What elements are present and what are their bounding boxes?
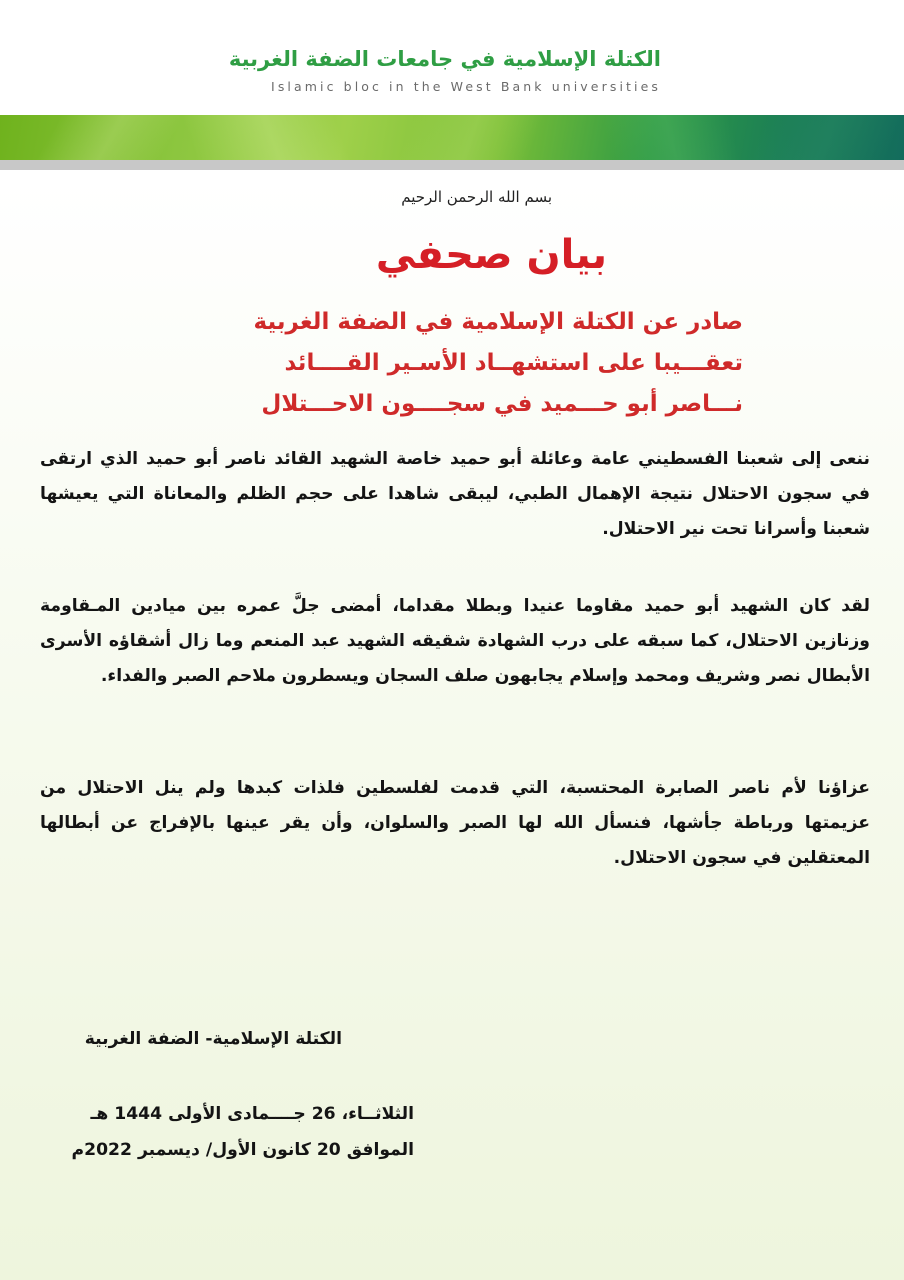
subtitle-line: تعقـــيبا على استشهــاد الأسـير القــــائد bbox=[284, 350, 743, 376]
paragraph-condolence: ننعى إلى شعبنا الفسطيني عامة وعائلة أبو حميد خاصة الشهيد القائد ناصر أبو حميد الذي ارتقى في سجون الاحتلال نتيجة الإهمال الطبي، ليبقى شاهدا على حجم الظلم والمعاناة التي يعيشها شعبنا وأسرانا تحت نير الاحتلال. bbox=[40, 449, 870, 539]
paragraph-mother: عزاؤنا لأم ناصر الصابرة المحتسبة، التي قدمت لفلسطين فلذات كبدها ولم ينل الاحتلال من عزيمتها ورباطة جأشها، فنسأل الله لها الصبر والسلوان، وأن يقر عينها بالإفراج عن أبطالها المعتقلين في سجون الاحتلال. bbox=[40, 778, 870, 868]
signature: الكتلة الإسلامية- الضفة الغربية bbox=[84, 1029, 342, 1049]
green-banner bbox=[0, 115, 904, 160]
paragraph-biography: لقد كان الشهيد أبو حميد مقاوما عنيدا وبطلا مقداما، أمضى جلَّ عمره بين ميادين المـقاومة وزنازين الاحتلال، كما سبقه على درب الشهادة شقيقه الشهيد عبد المنعم وما زال أشقاؤه الأسرى الأبطال نصر وشريف ومحمد وإسلام يجابهون صلف السجان ويسطرون ملاحم الصبر والفداء. bbox=[40, 596, 870, 686]
date-gregorian: الموافق 20 كانون الأول/ ديسمبر 2022م bbox=[71, 1140, 414, 1160]
org-name-arabic: الكتلة الإسلامية في جامعات الضفة الغربية bbox=[228, 47, 661, 71]
letterhead bbox=[0, 0, 904, 115]
org-name-english: Islamic bloc in the West Bank universities bbox=[271, 79, 661, 94]
subtitle-line: نـــاصر أبو حـــميد في سجــــون الاحـــتلال bbox=[261, 391, 743, 417]
banner-divider bbox=[0, 160, 904, 170]
date-hijri: الثلاثــاء، 26 جــــمادى الأولى 1444 هـ bbox=[90, 1104, 414, 1124]
subtitle-line: صادر عن الكتلة الإسلامية في الضفة الغربية bbox=[253, 309, 743, 335]
page-title: بيان صحفي bbox=[375, 232, 607, 278]
basmala: بسم الله الرحمن الرحيم bbox=[401, 188, 552, 206]
